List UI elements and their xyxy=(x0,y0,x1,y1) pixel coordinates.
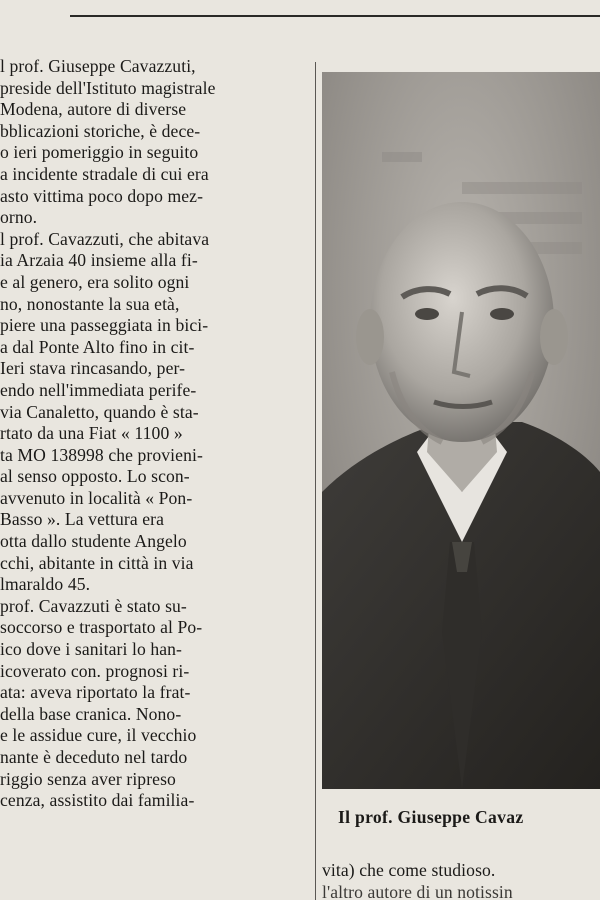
article-line: preside dell'Istituto magistrale xyxy=(0,77,216,98)
article-line: a dal Ponte Alto fino in cit- xyxy=(0,336,195,357)
article-line: Ieri stava rincasando, per- xyxy=(0,358,186,379)
article-line: ata: aveva riportato la frat- xyxy=(0,682,191,703)
article-line: piere una passeggiata in bici- xyxy=(0,315,209,336)
article-line: della base cranica. Nono- xyxy=(0,703,182,724)
article-line: Modena, autore di diverse xyxy=(0,99,187,120)
column-divider xyxy=(315,62,316,900)
article-line: ta MO 138998 che provieni- xyxy=(0,444,203,465)
article-line: via Canaletto, quando è sta- xyxy=(0,401,199,422)
top-rule xyxy=(70,15,600,17)
article-line: icoverato con. prognosi ri- xyxy=(0,660,190,681)
article-line: Basso ». La vettura era xyxy=(0,509,165,530)
article-line: nante è deceduto nel tardo xyxy=(0,747,188,767)
article-line: ia Arzaia 40 insieme alla fi- xyxy=(0,250,198,271)
article-line: cenza, assistito dai familia- xyxy=(0,790,195,811)
article-column xyxy=(0,56,312,900)
continuation-line: vita) che come studioso. xyxy=(322,860,496,880)
continuation-text xyxy=(322,860,600,900)
article-line: e al genero, era solito ogni xyxy=(0,271,190,292)
article-line: orno. xyxy=(0,207,38,228)
article-line: cchi, abitante in città in via xyxy=(0,552,194,573)
continuation-line: l'altro autore di un notissin xyxy=(322,881,513,900)
article-line: lmaraldo 45. xyxy=(0,574,91,595)
article-line: l prof. Cavazzuti, che abitava xyxy=(0,228,210,249)
photo-caption: Il prof. Giuseppe Cavaz xyxy=(338,807,524,827)
article-line: e le assidue cure, il vecchio xyxy=(0,725,197,746)
portrait-photo xyxy=(322,72,600,789)
article-line: al senso opposto. Lo scon- xyxy=(0,466,190,487)
article-line: o ieri pomeriggio in seguito xyxy=(0,142,199,163)
article-line: prof. Cavazzuti è stato su- xyxy=(0,595,187,616)
article-line: avvenuto in località « Pon- xyxy=(0,487,193,508)
article-line: rtato da una Fiat « 1100 » xyxy=(0,423,183,444)
article-line: no, nonostante la sua età, xyxy=(0,293,180,314)
article-line: soccorso e trasportato al Po- xyxy=(0,617,203,638)
article-line: riggio senza aver ripreso xyxy=(0,768,176,789)
article-line: otta dallo studente Angelo xyxy=(0,531,187,552)
article-line: ico dove i sanitari lo han- xyxy=(0,639,183,660)
article-line: asto vittima poco dopo mez- xyxy=(0,185,204,206)
article-line: a incidente stradale di cui era xyxy=(0,163,209,184)
article-line: endo nell'immediata perife- xyxy=(0,379,197,400)
article-line: l prof. Giuseppe Cavazzuti, xyxy=(0,56,196,76)
article-line: bblicazioni storiche, è dece- xyxy=(0,120,201,141)
